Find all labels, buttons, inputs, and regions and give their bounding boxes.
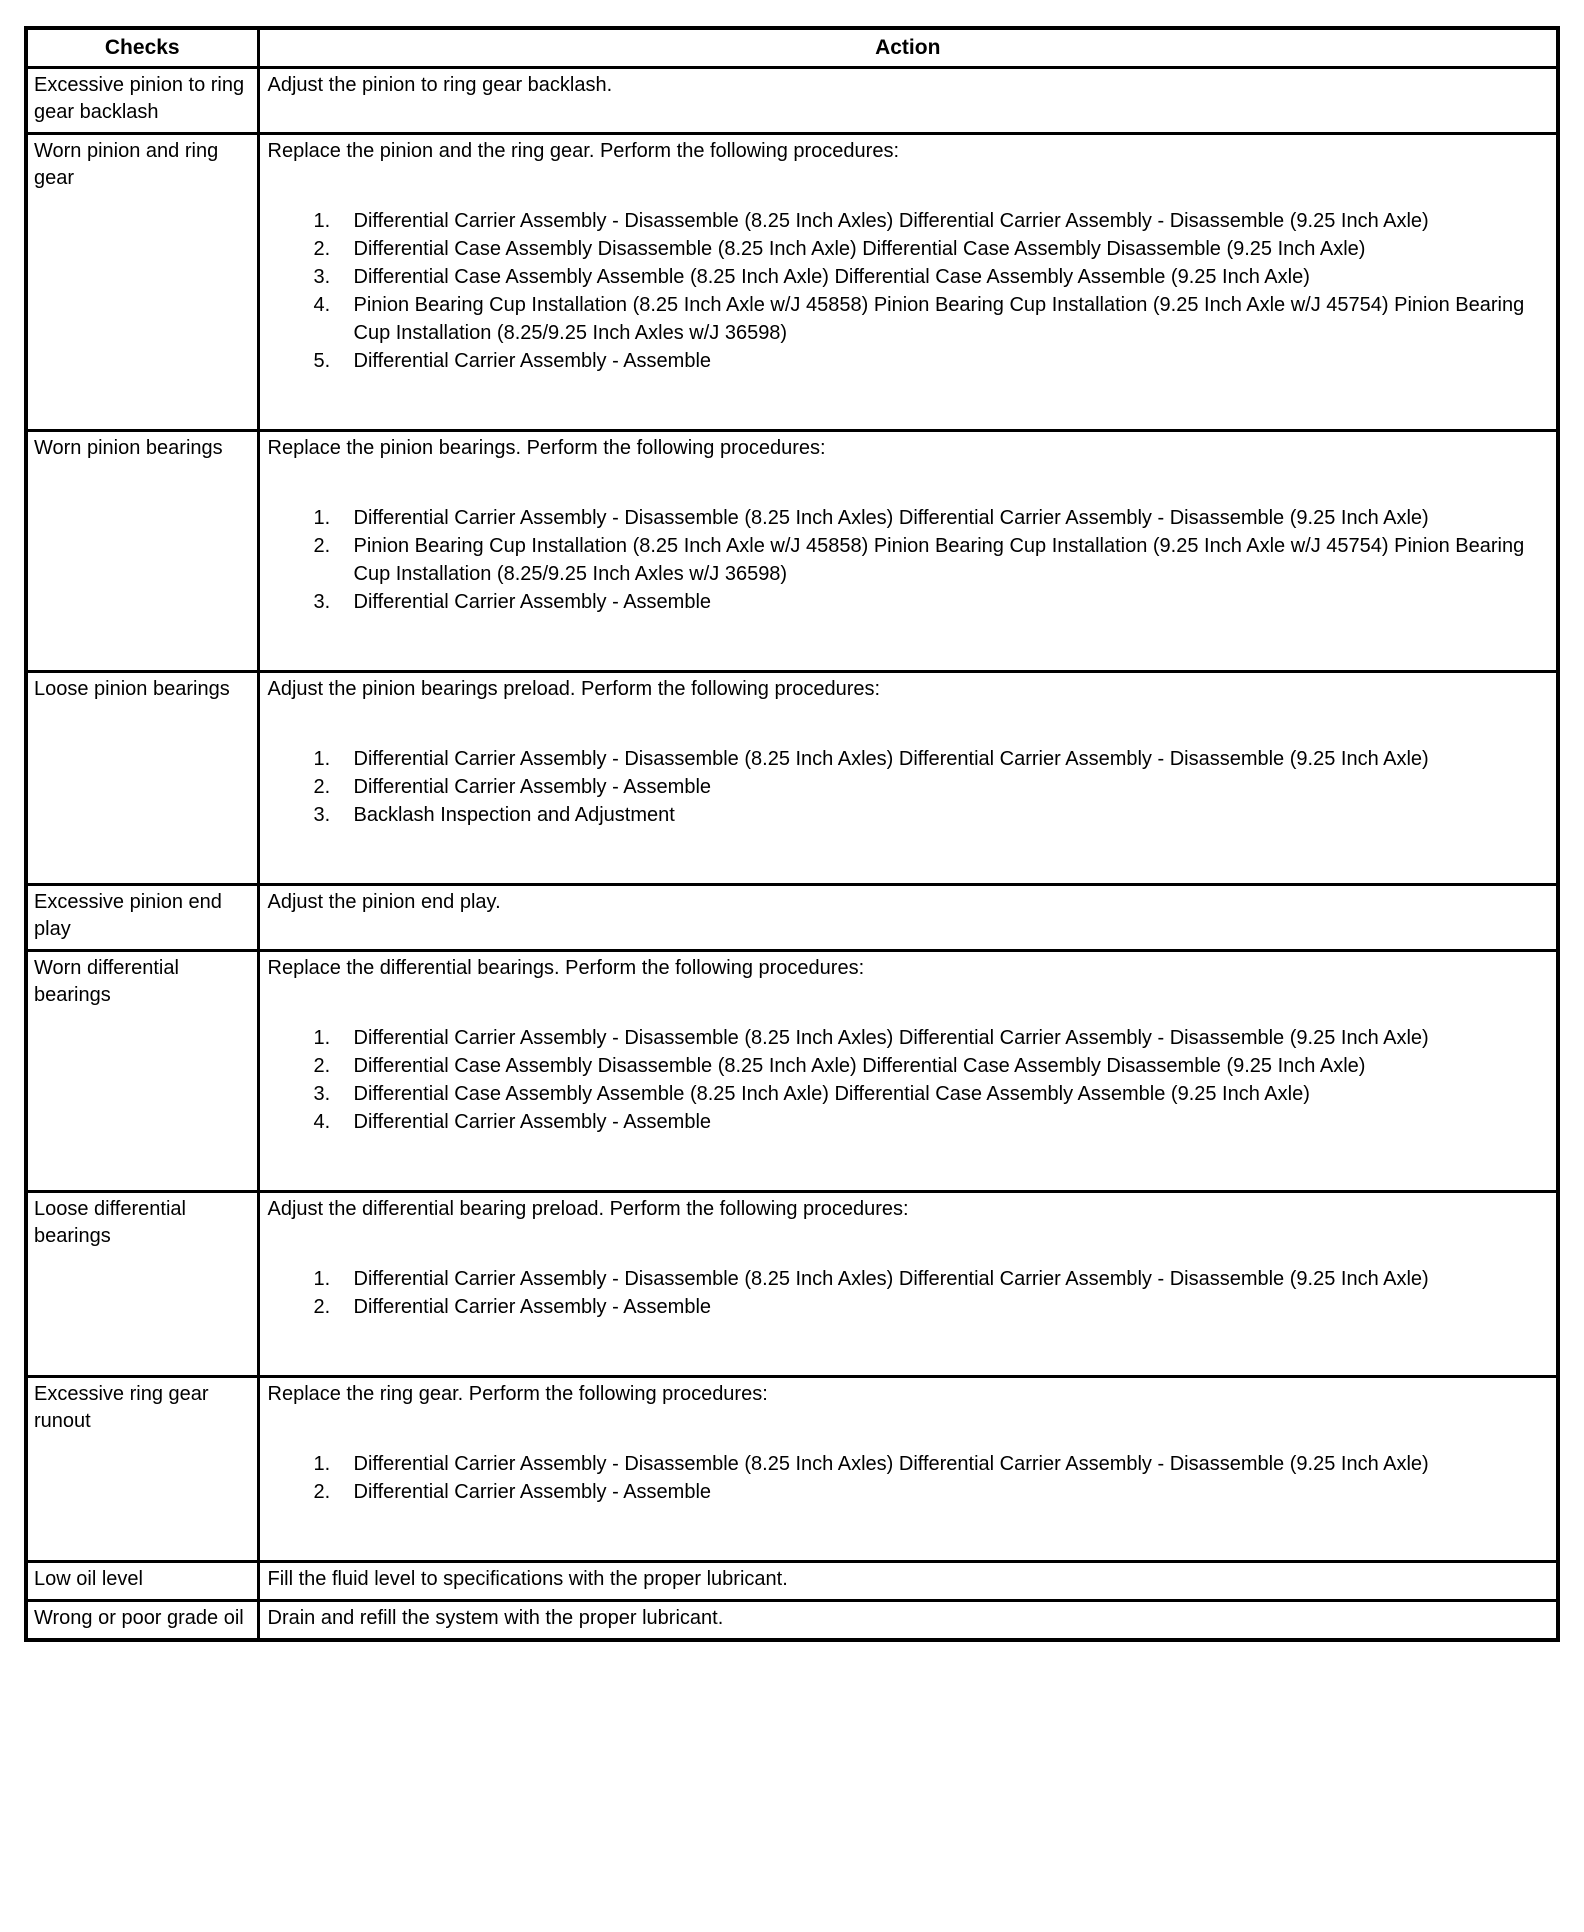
procedure-step: Differential Carrier Assembly - Assemble [353,1481,712,1503]
check-cell: Wrong or poor grade oil [26,1601,258,1641]
procedure-step: Pinion Bearing Cup Installation (8.25 Inch Axle w/J 45858) Pinion Bearing Cup Installation (9.25 Inch Axle w/J 45754) Pinion Bearing Cup Installation (8.25/9.25 Inch Axles w/J 36598) [353,294,1525,344]
procedure-step: Differential Carrier Assembly - Assemble [353,1111,712,1133]
action-intro: Replace the ring gear. Perform the following procedures: [267,1383,768,1405]
table-row [26,1562,1558,1601]
action-intro: Replace the pinion and the ring gear. Perform the following procedures: [267,140,899,162]
table-row [26,1192,1558,1377]
procedure-step: Differential Carrier Assembly - Disassemble (8.25 Inch Axles) Differential Carrier Assembly - Disassemble (9.25 Inch Axle) [353,748,1429,770]
diagnosis-table [24,26,1560,1642]
procedure-step: Differential Case Assembly Disassemble (8.25 Inch Axle) Differential Case Assembly Disassemble (9.25 Inch Axle) [353,1055,1366,1077]
table-row [26,431,1558,672]
check-cell: Loose pinion bearings [26,672,258,885]
check-cell: Excessive pinion to ring gear backlash [26,68,258,134]
check-cell: Excessive pinion end play [26,885,258,951]
table-row [26,672,1558,885]
check-cell: Worn pinion bearings [26,431,258,672]
check-cell: Loose differential bearings [26,1192,258,1377]
action-cell [258,134,1558,431]
table-header-row [26,28,1558,68]
procedure-list [268,745,1547,829]
procedure-list [268,1450,1547,1506]
action-intro: Replace the differential bearings. Perform the following procedures: [267,957,865,979]
action-intro: Drain and refill the system with the proper lubricant. [267,1607,724,1629]
table-row [26,134,1558,431]
action-intro: Adjust the pinion end play. [267,891,501,913]
table-row [26,1601,1558,1641]
action-cell [258,1377,1558,1562]
action-intro: Replace the pinion bearings. Perform the following procedures: [267,437,826,459]
check-cell: Worn differential bearings [26,951,258,1192]
action-cell [258,68,1558,134]
action-cell [258,885,1558,951]
procedure-step: Differential Carrier Assembly - Assemble [353,776,712,798]
procedure-step: Differential Carrier Assembly - Assemble [353,591,712,613]
action-cell [258,672,1558,885]
table-body [26,68,1558,1641]
column-header-checks: Checks [26,28,258,68]
procedure-list [268,207,1547,375]
procedure-step: Differential Case Assembly Assemble (8.25 Inch Axle) Differential Case Assembly Assemble (9.25 Inch Axle) [353,266,1310,288]
action-cell [258,1601,1558,1641]
action-cell [258,431,1558,672]
action-cell [258,1192,1558,1377]
action-cell [258,1562,1558,1601]
procedure-step: Differential Carrier Assembly - Disassemble (8.25 Inch Axles) Differential Carrier Assembly - Disassemble (9.25 Inch Axle) [353,1453,1429,1475]
action-intro: Adjust the pinion to ring gear backlash. [267,74,613,96]
procedure-list [268,504,1547,616]
procedure-step: Differential Carrier Assembly - Disassemble (8.25 Inch Axles) Differential Carrier Assembly - Disassemble (9.25 Inch Axle) [353,210,1429,232]
table-row [26,885,1558,951]
table-row [26,68,1558,134]
column-header-action: Action [258,28,1558,68]
procedure-step: Differential Carrier Assembly - Disassemble (8.25 Inch Axles) Differential Carrier Assembly - Disassemble (9.25 Inch Axle) [353,1027,1429,1049]
check-cell: Worn pinion and ring gear [26,134,258,431]
procedure-step: Differential Carrier Assembly - Assemble [353,1296,712,1318]
procedure-step: Differential Case Assembly Disassemble (8.25 Inch Axle) Differential Case Assembly Disassemble (9.25 Inch Axle) [353,238,1366,260]
table-row [26,951,1558,1192]
action-intro: Fill the fluid level to specifications with the proper lubricant. [267,1568,788,1590]
check-cell: Excessive ring gear runout [26,1377,258,1562]
procedure-list [268,1024,1547,1136]
procedure-step: Differential Carrier Assembly - Disassemble (8.25 Inch Axles) Differential Carrier Assembly - Disassemble (9.25 Inch Axle) [353,507,1429,529]
procedure-step: Pinion Bearing Cup Installation (8.25 Inch Axle w/J 45858) Pinion Bearing Cup Installation (9.25 Inch Axle w/J 45754) Pinion Bearing Cup Installation (8.25/9.25 Inch Axles w/J 36598) [353,535,1525,585]
check-cell: Low oil level [26,1562,258,1601]
procedure-step: Differential Case Assembly Assemble (8.25 Inch Axle) Differential Case Assembly Assemble (9.25 Inch Axle) [353,1083,1310,1105]
action-intro: Adjust the differential bearing preload. Perform the following procedures: [267,1198,909,1220]
action-cell [258,951,1558,1192]
action-intro: Adjust the pinion bearings preload. Perform the following procedures: [267,678,881,700]
procedure-step: Differential Carrier Assembly - Assemble [353,350,712,372]
procedure-step: Backlash Inspection and Adjustment [353,804,675,826]
procedure-step: Differential Carrier Assembly - Disassemble (8.25 Inch Axles) Differential Carrier Assembly - Disassemble (9.25 Inch Axle) [353,1268,1429,1290]
procedure-list [268,1265,1547,1321]
table-row [26,1377,1558,1562]
